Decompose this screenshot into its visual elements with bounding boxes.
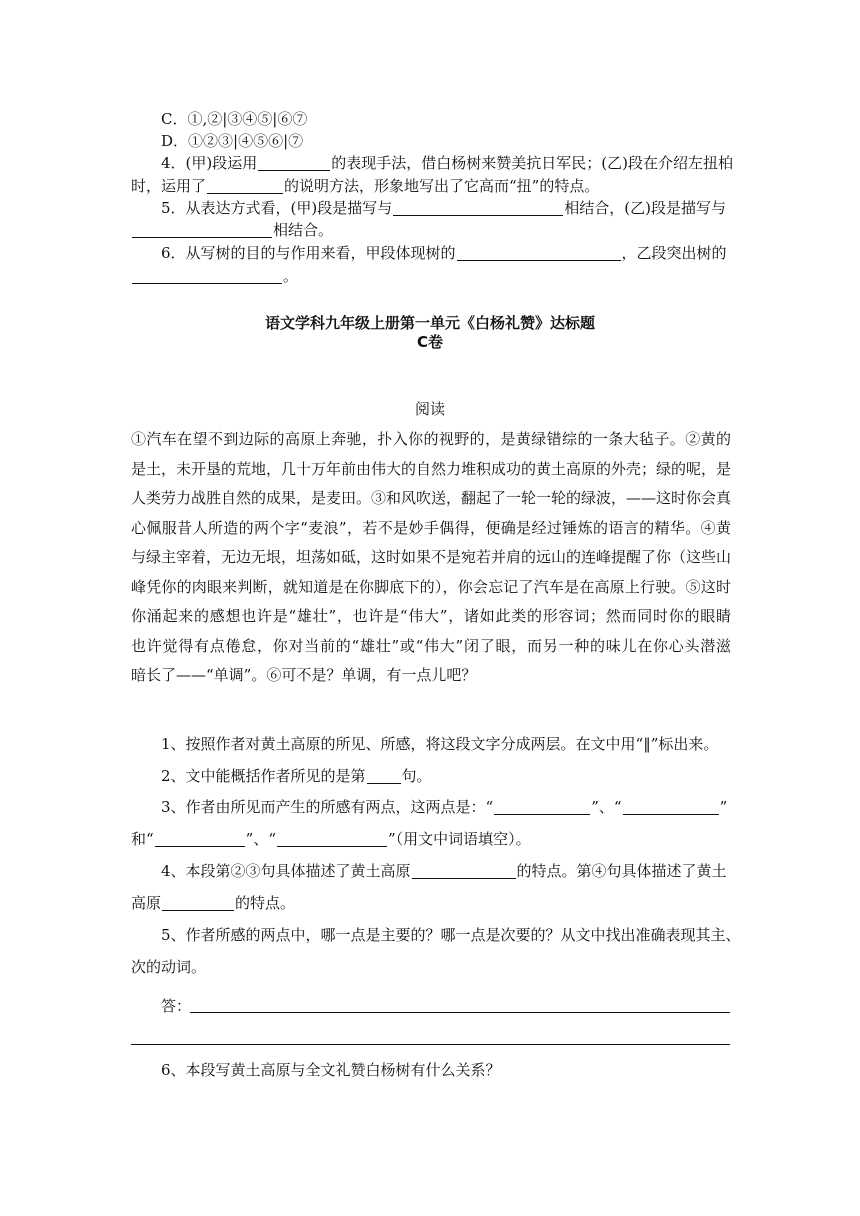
- blank-q5-2[interactable]: [132, 221, 272, 238]
- question-5-line-1: 5、作者所感的两点中，哪一点是主要的？哪一点是次要的？从文中找出准确表现其主、: [161, 926, 741, 944]
- question-4-line-2: 高原 的特点。: [131, 894, 296, 912]
- passage-line: 是土，未开垦的荒地，几十万年前由伟大的自然力堆积成功的黄土高原的外壳；绿的呢，是: [131, 459, 732, 478]
- blank-q5-1[interactable]: [393, 199, 563, 216]
- question-5-line-2: 次的动词。: [131, 958, 207, 976]
- question-5-line-1: 5．从表达方式看，(甲)段是描写与 相结合，(乙)段是描写与: [161, 199, 726, 217]
- answer-line-2[interactable]: [131, 1044, 730, 1045]
- passage-line: 与绿主宰着，无边无垠，坦荡如砥，这时如果不是宛若并肩的远山的连峰提醒了你（这些山: [131, 548, 732, 566]
- question-4-line-1: 4．(甲)段运用 的表现手法，借白杨树来赞美抗日军民；(乙)段在介绍左扭柏: [161, 154, 733, 172]
- blank-q3-4[interactable]: [277, 830, 387, 847]
- option-c: C．①,②|③④⑤|⑥⑦: [161, 110, 308, 128]
- passage-line: 暗长了——“单调”。⑥可不是？单调，有一点儿吧？: [131, 666, 477, 684]
- blank-q4-1[interactable]: [258, 154, 330, 171]
- passage-line: 人类劳力战胜自然的成果，是麦田。③和风吹送，翻起了一轮一轮的绿波，——这时你会真: [131, 489, 732, 507]
- question-4-line-1: 4、本段第②③句具体描述了黄土高原 的特点。第④句具体描述了黄土: [161, 862, 727, 880]
- answer-label: 答：: [161, 997, 192, 1015]
- passage-line: ①汽车在望不到边际的高原上奔驰，扑入你的视野的，是黄绿错综的一条大毡子。②黄的: [131, 430, 731, 448]
- question-6-line-1: 6．从写树的目的与作用来看，甲段体现树的 ，乙段突出树的: [161, 244, 727, 262]
- blank-c-q4-2[interactable]: [162, 894, 234, 911]
- blank-q3-1[interactable]: [494, 798, 590, 815]
- question-3-line-1: 3、作者由所见而产生的所感有两点，这两点是：“ ”、“ ”: [161, 798, 728, 816]
- blank-q2[interactable]: [367, 767, 401, 784]
- question-6-line-2: 。: [131, 266, 731, 286]
- question-6: 6、本段写黄土高原与全文礼赞白杨树有什么关系？: [161, 1061, 501, 1079]
- question-5-line-2: 相结合。: [131, 220, 731, 240]
- question-1: 1、按照作者对黄土高原的所见、所感，将这段文字分成两层。在文中用“‖”标出来。: [161, 735, 719, 753]
- reading-passage: [131, 425, 731, 691]
- section-title: 语文学科九年级上册第一单元《白杨礼赞》达标题: [264, 314, 595, 332]
- question-4-line-2: 时，运用了 的说明方法，形象地写出了它高而“扭”的特点。: [131, 177, 600, 195]
- question-2: 2、文中能概括作者所见的是第 句。: [161, 767, 432, 785]
- passage-line: 你涌起来的感想也许是“雄壮”，也许是“伟大”，诸如此类的形容词；然而同时你的眼睛: [131, 607, 731, 625]
- question-3-line-2: 和“ ”、“ ”（用文中词语填空）。: [131, 830, 531, 848]
- passage-line: 心佩服昔人所造的两个字“麦浪”，若不是妙手偶得，便确是经过锤炼的语言的精华。④黄: [131, 518, 731, 537]
- section-subtitle: C卷: [416, 333, 443, 351]
- reading-heading: 阅读: [414, 400, 445, 418]
- blank-q6-2[interactable]: [132, 267, 282, 284]
- option-d: D．①②③|④⑤⑥|⑦: [161, 132, 304, 150]
- blank-q3-2[interactable]: [623, 798, 719, 815]
- blank-q4-2[interactable]: [207, 177, 283, 194]
- blank-q6-1[interactable]: [457, 244, 621, 261]
- blank-c-q4-1[interactable]: [412, 862, 516, 879]
- answer-line-1[interactable]: [190, 1012, 730, 1013]
- passage-line: 也许觉得有点倦怠，你对当前的“雄壮”或“伟大”闭了眼，而另一种的味儿在你心头潜滋: [131, 636, 731, 655]
- passage-line: 峰凭你的肉眼来判断，就知道是在你脚底下的），你会忘记了汽车是在高原上行驶。⑤这时: [131, 577, 731, 596]
- blank-q3-3[interactable]: [155, 830, 245, 847]
